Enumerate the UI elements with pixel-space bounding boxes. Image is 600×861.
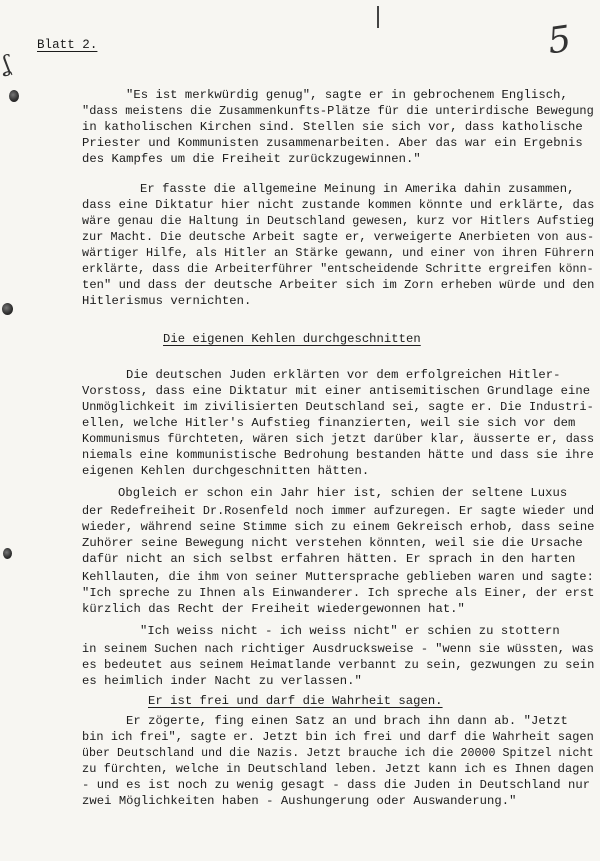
punch-hole-lower bbox=[3, 548, 12, 559]
text-line: es bedeutet aus seinem Heimatlande verbannt zu sein, gezwungen zu sein bbox=[82, 658, 595, 672]
text-line: wieder, während seine Stimme sich zu einem Gekreisch erhob, dass seine bbox=[82, 520, 595, 534]
text-line: Zuhörer seine Bewegung nicht verstehen könnten, weil sie die Ursache bbox=[82, 536, 583, 550]
text-line: bin ich frei", sagte er. Jetzt bin ich frei und darf die Wahrheit sagen bbox=[82, 730, 594, 744]
text-line: - und es ist noch zu wenig gesagt - dass die Juden in Deutschland nur bbox=[82, 778, 591, 792]
text-line: "Es ist merkwürdig genug", sagte er in gebrochenem Englisch, bbox=[126, 88, 568, 102]
text-line: dass eine Diktatur hier nicht zustande kommen könnte und erklärte, das bbox=[82, 198, 595, 212]
text-line: zwei Möglichkeiten haben - Aushungerung oder Auswanderung." bbox=[82, 794, 517, 808]
text-line: es heimlich inder Nacht zu verlassen." bbox=[82, 674, 362, 688]
scan-speck-top bbox=[377, 6, 379, 28]
text-line: erklärte, dass die Arbeiterführer "entscheidende Schritte ergreifen könn- bbox=[82, 262, 594, 276]
text-line: "dass meistens die Zusammenkunfts-Plätze für die unterirdische Bewegung bbox=[82, 104, 594, 118]
text-line: des Kampfes um die Freiheit zurückzugewinnen." bbox=[82, 152, 421, 166]
section-heading-free-truth: Er ist frei und darf die Wahrheit sagen. bbox=[148, 694, 443, 708]
text-line: Er fasste die allgemeine Meinung in Amerika dahin zusammen, bbox=[140, 182, 575, 196]
text-line: Er zögerte, fing einen Satz an und brach ihn dann ab. "Jetzt bbox=[126, 714, 568, 728]
text-line: in katholischen Kirchen sind. Stellen sie sich vor, dass katholische bbox=[82, 120, 583, 134]
text-line: der Redefreiheit Dr.Rosenfeld noch immer aufzuregen. Er sagte wieder und bbox=[82, 504, 595, 518]
punch-hole-top bbox=[9, 90, 19, 102]
text-line: Kommunismus fürchteten, wären sich jetzt darüber klar, äusserte er, dass bbox=[82, 432, 595, 446]
punch-hole-middle bbox=[2, 303, 13, 315]
text-line: zur Macht. Die deutsche Arbeit sagte er, verweigerte Anerbieten von aus- bbox=[82, 230, 595, 244]
text-line: wäre genau die Haltung in Deutschland gewesen, kurz vor Hitlers Aufstieg bbox=[82, 214, 595, 228]
text-line: kürzlich das Recht der Freiheit wiedergewonnen hat." bbox=[82, 602, 465, 616]
text-line: ellen, welche Hitler's Aufstieg finanzierten, weil sie sich vor dem bbox=[82, 416, 576, 430]
section-heading-throats-cut: Die eigenen Kehlen durchgeschnitten bbox=[163, 332, 421, 346]
handwritten-page-number: 5 bbox=[545, 18, 574, 63]
text-line: dafür nicht an sich selbst erfahren hätten. Er sprach in den harten bbox=[82, 552, 576, 566]
text-line: wärtiger Hilfe, als Hitler an Stärke gewann, und einer von ihren Führern bbox=[82, 246, 595, 260]
text-line: Die deutschen Juden erklärten vor dem erfolgreichen Hitler- bbox=[126, 368, 561, 382]
text-line: niemals eine kommunistische Bedrohung bestanden hätte und dass sie ihre bbox=[82, 448, 594, 462]
text-line: in seinem Suchen nach richtiger Ausdrucksweise - "wenn sie wüssten, was bbox=[82, 642, 594, 656]
text-line: zu fürchten, welche in Deutschland leben. Jetzt kann ich es Ihnen dagen bbox=[82, 762, 594, 776]
text-line: Unmöglichkeit im zivilisierten Deutschland sei, sagte er. Die Industri- bbox=[82, 400, 594, 414]
text-line: Vorstoss, dass eine Diktatur mit einer antisemitischen Grundlage eine bbox=[82, 384, 591, 398]
text-line: Priester und Kommunisten zusammenarbeiten. Aber das war ein Ergebnis bbox=[82, 136, 583, 150]
text-line: "Ich spreche zu Ihnen als Einwanderer. Ich spreche als Einer, der erst bbox=[82, 586, 595, 600]
text-line: über Deutschland und die Nazis. Jetzt brauche ich die 20000 Spitzel nicht bbox=[82, 746, 594, 760]
text-line: "Ich weiss nicht - ich weiss nicht" er schien zu stottern bbox=[140, 624, 560, 638]
left-margin-scribble: ʆ bbox=[0, 51, 13, 78]
text-line: eigenen Kehlen durchgeschnitten hätten. bbox=[82, 464, 370, 478]
text-line: Obgleich er schon ein Jahr hier ist, schien der seltene Luxus bbox=[118, 486, 568, 500]
text-line: Kehllauten, die ihm von seiner Muttersprache geblieben waren und sagte: bbox=[82, 570, 594, 584]
text-line: Hitlerismus vernichten. bbox=[82, 294, 252, 308]
text-line: ten" und dass der deutsche Arbeiter sich im Zorn erheben würde und den bbox=[82, 278, 595, 292]
sheet-label: Blatt 2. bbox=[37, 38, 98, 52]
